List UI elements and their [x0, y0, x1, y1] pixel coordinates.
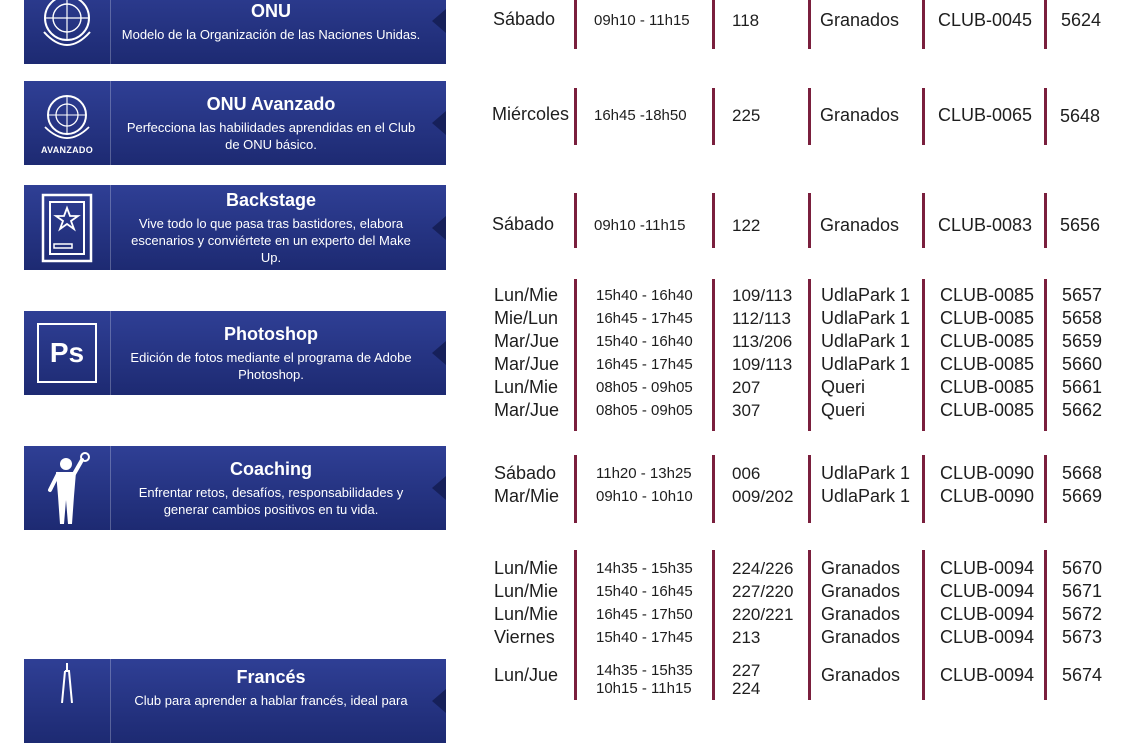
column-separator [574, 550, 577, 700]
schedule-day: Mar/Mie [494, 486, 560, 506]
schedule-room: 118 [732, 11, 760, 30]
card-notch [432, 341, 446, 365]
schedule-time: 08h05 - 09h05 [596, 402, 693, 419]
schedule-time: 09h10 - 11h15 [594, 12, 690, 29]
schedule-day: Lun/Mie [494, 285, 559, 305]
column-separator [922, 88, 925, 145]
schedule-time: 15h40 - 16h40 [596, 287, 693, 304]
column-separator [922, 0, 925, 49]
schedule-day: Lun/Jue [494, 665, 559, 685]
course-card-photoshop [24, 311, 446, 395]
schedule-campus: Granados [820, 10, 900, 30]
coach-figure-icon [24, 446, 110, 530]
schedule-code: CLUB-0085 [940, 331, 1035, 351]
schedule-room: 109/113 [732, 355, 793, 374]
schedule-day: Miércoles [492, 104, 570, 124]
column-separator [712, 455, 715, 523]
schedule-time: 08h05 - 09h05 [596, 379, 693, 396]
schedule-nrc: 5662 [1062, 400, 1103, 420]
un-emblem-icon [24, 81, 110, 165]
course-card-onu [24, 0, 446, 64]
column-separator [574, 0, 577, 49]
schedule-campus: UdlaPark 1 [821, 463, 911, 483]
schedule-day: Sábado [492, 214, 555, 234]
schedule-time: 16h45 -18h50 [594, 107, 687, 124]
column-separator [574, 279, 577, 431]
schedule-nrc: 5672 [1062, 604, 1103, 624]
column-separator [808, 0, 811, 49]
column-separator [1044, 88, 1047, 145]
schedule-code: CLUB-0085 [940, 400, 1035, 420]
column-separator [808, 455, 811, 523]
schedule-room: 307 [732, 401, 761, 420]
card-description: Edición de fotos mediante el programa de Adobe Photoshop. [130, 350, 412, 382]
schedule-nrc: 5659 [1062, 331, 1103, 351]
column-separator [712, 550, 715, 700]
schedule-time: 11h20 - 13h25 [596, 465, 692, 482]
column-separator [1044, 455, 1047, 523]
schedule-campus: UdlaPark 1 [821, 308, 911, 328]
schedule-campus: Granados [820, 215, 900, 235]
schedule-campus: UdlaPark 1 [821, 486, 911, 506]
schedule-room: 227 [732, 661, 761, 680]
schedule-code: CLUB-0085 [940, 354, 1035, 374]
column-separator [574, 455, 577, 523]
schedule-time: 14h35 - 15h35 [596, 662, 693, 679]
card-title: Photoshop [224, 324, 318, 344]
schedule-code: CLUB-0094 [940, 665, 1035, 685]
schedule-day: Viernes [494, 627, 555, 647]
schedule-day: Sábado [493, 9, 556, 29]
schedule-code: CLUB-0094 [940, 627, 1035, 647]
schedule-time: 16h45 - 17h50 [596, 606, 693, 623]
schedule-nrc: 5673 [1062, 627, 1103, 647]
advanced-badge: AVANZADO [40, 145, 94, 155]
schedule-campus: Granados [821, 665, 901, 685]
schedule-time: 14h35 - 15h35 [596, 560, 693, 577]
column-separator [922, 193, 925, 248]
card-title: ONU Avanzado [206, 94, 336, 114]
card-title: Backstage [225, 190, 317, 210]
schedule-nrc: 5671 [1062, 581, 1103, 601]
schedule-time: 16h45 - 17h45 [596, 356, 693, 373]
schedule-room: 224/226 [732, 559, 794, 578]
schedule-time: 09h10 - 10h10 [596, 488, 693, 505]
column-separator [712, 279, 715, 431]
schedule-nrc: 5668 [1062, 463, 1103, 483]
schedule-day: Mie/Lun [494, 308, 559, 328]
schedule-nrc: 5648 [1060, 106, 1101, 126]
column-separator [808, 550, 811, 700]
schedule-code: CLUB-0065 [938, 105, 1033, 125]
schedule-nrc: 5674 [1062, 665, 1103, 685]
schedule-code: CLUB-0085 [940, 308, 1035, 328]
schedule-campus: Granados [821, 604, 901, 624]
card-description: Enfrentar retos, desafíos, responsabilidades y generar cambios positivos en tu vida. [138, 485, 404, 517]
schedule-code: CLUB-0045 [938, 10, 1033, 30]
column-separator [922, 550, 925, 700]
course-card-coaching [24, 446, 446, 530]
column-separator [712, 193, 715, 248]
column-separator [808, 279, 811, 431]
schedule-day: Lun/Mie [494, 558, 559, 578]
card-description: Modelo de la Organización de las Naciones Unidas. [121, 26, 421, 42]
schedule-day: Mar/Jue [494, 331, 560, 351]
schedule-campus: Granados [820, 105, 900, 125]
schedule-day: Lun/Mie [494, 581, 559, 601]
schedule-nrc: 5669 [1062, 486, 1103, 506]
schedule-code: CLUB-0090 [940, 486, 1035, 506]
schedule-room: 009/202 [732, 487, 794, 506]
schedule-code: CLUB-0083 [938, 215, 1033, 235]
schedule-campus: UdlaPark 1 [821, 331, 911, 351]
schedule-campus: UdlaPark 1 [821, 285, 911, 305]
column-separator [1044, 279, 1047, 431]
column-separator [1044, 0, 1047, 49]
course-card-onu-avanzado [24, 81, 446, 165]
schedule-campus: UdlaPark 1 [821, 354, 911, 374]
schedule-day: Sábado [494, 463, 557, 483]
card-title: Coaching [229, 459, 312, 479]
schedule-campus: Granados [821, 627, 901, 647]
card-notch [432, 476, 446, 500]
course-card-frances [24, 659, 446, 743]
schedule-room: 109/113 [732, 286, 793, 305]
schedule-code: CLUB-0090 [940, 463, 1035, 483]
schedule-room: 113/206 [732, 332, 793, 351]
card-title: Francés [236, 667, 306, 687]
schedule-room: 213 [732, 628, 761, 647]
schedule-day: Lun/Mie [494, 604, 559, 624]
card-notch [432, 9, 446, 33]
column-separator [808, 193, 811, 248]
eiffel-tower-icon [24, 659, 110, 743]
photoshop-icon [24, 311, 110, 395]
column-separator [574, 193, 577, 248]
schedule-code: CLUB-0094 [940, 604, 1035, 624]
schedule-nrc: 5657 [1062, 285, 1103, 305]
schedule-room: 225 [732, 106, 761, 125]
schedule-code: CLUB-0094 [940, 581, 1035, 601]
stage-door-icon [24, 185, 110, 270]
schedule-nrc: 5660 [1062, 354, 1103, 374]
card-description: Vive todo lo que pasa tras bastidores, elabora escenarios y conviértete en un experto del Make Up. [131, 216, 411, 265]
card-notch [432, 689, 446, 713]
schedule-code: CLUB-0085 [940, 285, 1035, 305]
schedule-time: 09h10 -11h15 [594, 217, 686, 234]
column-separator [574, 88, 577, 145]
un-emblem-icon [24, 0, 110, 64]
column-separator [922, 279, 925, 431]
schedule-time: 16h45 - 17h45 [596, 310, 693, 327]
card-description: Club para aprender a hablar francés, ideal para [134, 693, 408, 708]
schedule-campus: Granados [821, 581, 901, 601]
schedule-room: 227/220 [732, 582, 794, 601]
schedule-day: Mar/Jue [494, 400, 560, 420]
schedule-room: 224 [732, 679, 761, 698]
schedule-nrc: 5658 [1062, 308, 1103, 328]
column-separator [712, 0, 715, 49]
schedule-campus: Queri [821, 400, 866, 420]
schedule-nrc: 5661 [1062, 377, 1103, 397]
schedule-campus: Queri [821, 377, 866, 397]
schedule-room: 006 [732, 464, 761, 483]
course-card-backstage [24, 185, 446, 270]
schedule-room: 220/221 [732, 605, 794, 624]
card-title: ONU [251, 0, 291, 21]
photoshop-icon-label: Ps [37, 323, 97, 383]
schedule-nrc: 5670 [1062, 558, 1103, 578]
schedule-time: 15h40 - 16h40 [596, 333, 693, 350]
schedule-code: CLUB-0094 [940, 558, 1035, 578]
schedule-campus: Granados [821, 558, 901, 578]
schedule-nrc: 5656 [1060, 215, 1101, 235]
schedule-code: CLUB-0085 [940, 377, 1035, 397]
column-separator [1044, 193, 1047, 248]
column-separator [922, 455, 925, 523]
schedule-time: 15h40 - 17h45 [596, 629, 693, 646]
schedule-room: 207 [732, 378, 761, 397]
column-separator [808, 88, 811, 145]
schedule-time: 10h15 - 11h15 [596, 680, 692, 697]
schedule-room: 122 [732, 216, 761, 235]
schedule-room: 112/113 [732, 309, 791, 328]
card-description: Perfecciona las habilidades aprendidas en el Club de ONU básico. [126, 120, 416, 152]
column-separator [1044, 550, 1047, 700]
card-notch [432, 216, 446, 240]
schedule-day: Lun/Mie [494, 377, 559, 397]
schedule-nrc: 5624 [1061, 10, 1102, 30]
schedule-day: Mar/Jue [494, 354, 560, 374]
column-separator [712, 88, 715, 145]
card-notch [432, 111, 446, 135]
schedule-time: 15h40 - 16h45 [596, 583, 693, 600]
